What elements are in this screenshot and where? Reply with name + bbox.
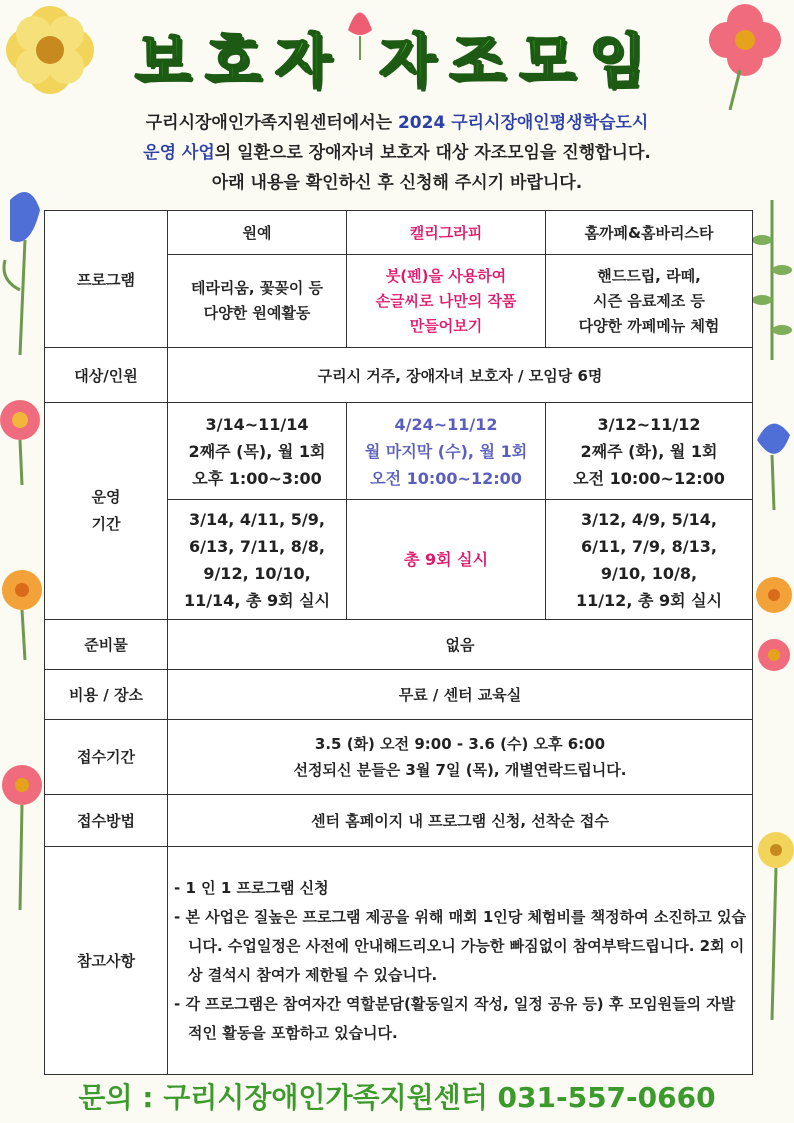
dates-line: 9/12, 10/10,	[203, 563, 311, 583]
dates-gardening	[168, 500, 347, 620]
note-item: - 각 프로그램은 참여자간 역할분담(활동일지 작성, 일정 공유 등) 후 모임원들의 자발적인 활동을 포함하고 있습니다.	[174, 994, 736, 1042]
schedule-line: 오전 10:00~12:00	[573, 468, 725, 488]
flower-decoration-left-lower	[0, 560, 50, 660]
dates-line: 6/11, 7/9, 8/13,	[581, 536, 717, 556]
schedule-line: 3/12~11/12	[597, 414, 701, 434]
flower-decoration-left-bottom	[0, 760, 48, 910]
period-label	[45, 403, 168, 620]
desc-line: 다양한 원예활동	[203, 304, 311, 322]
flower-decoration-right-lower	[752, 570, 794, 700]
dates-line: 3/12, 4/9, 5/14,	[581, 509, 717, 529]
supplies-value: 없음	[168, 620, 753, 670]
program-desc-gardening	[168, 255, 347, 348]
cost-value: 무료 / 센터 교육실	[168, 670, 753, 720]
dates-calligraphy: 총 9회 실시	[347, 500, 546, 620]
notes-label: 참고사항	[45, 847, 168, 1075]
method-label: 접수방법	[45, 795, 168, 847]
reception-label: 접수기간	[45, 720, 168, 795]
schedule-calligraphy	[347, 403, 546, 500]
schedule-line: 2째주 (목), 월 1회	[188, 441, 326, 461]
desc-line: 다양한 까페메뉴 체험	[578, 316, 720, 335]
reception-line2: 선정되신 분들은 3월 7일 (목), 개별연락드립니다.	[293, 761, 627, 779]
schedule-line: 오전 10:00~12:00	[370, 468, 522, 488]
schedule-gardening	[168, 403, 347, 500]
flower-decoration-left-middle	[0, 395, 50, 485]
reception-line1: 3.5 (화) 오전 9:00 - 3.6 (수) 오후 6:00	[314, 735, 606, 753]
schedule-cafe	[546, 403, 753, 500]
target-value: 구리시 거주, 장애자녀 보호자 / 모임당 6명	[168, 348, 753, 403]
intro-line1-prefix: 구리시장애인가족지원센터에서는	[145, 113, 398, 133]
schedule-line: 월 마지막 (수), 월 1회	[364, 441, 528, 461]
program-header-calligraphy: 캘리그라피	[347, 211, 546, 255]
reception-value	[168, 720, 753, 795]
intro-line3: 아래 내용을 확인하신 후 신청해 주시기 바랍니다.	[211, 173, 583, 193]
period-label-line: 운영	[91, 488, 121, 506]
dates-line: 11/14, 총 9회 실시	[183, 590, 331, 610]
desc-line: 시즌 음료제조 등	[593, 291, 705, 310]
target-label: 대상/인원	[45, 348, 168, 403]
dates-line: 11/12, 총 9회 실시	[575, 590, 723, 610]
schedule-line: 3/14~11/14	[205, 414, 309, 434]
table-row	[45, 348, 753, 403]
flower-decoration-right-bottom	[752, 820, 794, 1020]
desc-line: 만들어보기	[409, 316, 483, 335]
dates-line: 3/14, 4/11, 5/9,	[189, 509, 325, 529]
info-table	[44, 210, 753, 1075]
table-row	[45, 795, 753, 847]
schedule-line: 4/24~11/12	[394, 414, 498, 434]
contact-footer: 문의 : 구리시장애인가족지원센터 031-557-0660	[78, 1081, 716, 1114]
supplies-label: 준비물	[45, 620, 168, 670]
table-row	[45, 620, 753, 670]
cost-label: 비용 / 장소	[45, 670, 168, 720]
schedule-line: 2째주 (화), 월 1회	[580, 441, 718, 461]
table-row	[45, 720, 753, 795]
program-label: 프로그램	[45, 211, 168, 348]
desc-line: 핸드드립, 라떼,	[597, 266, 701, 285]
table-row	[45, 403, 753, 500]
intro-line2-highlight: 운영 사업	[143, 143, 215, 163]
program-header-cafe: 홈까페&홈바리스타	[546, 211, 753, 255]
program-desc-calligraphy	[347, 255, 546, 348]
table-row	[45, 211, 753, 255]
method-value: 센터 홈페이지 내 프로그램 신청, 선착순 접수	[168, 795, 753, 847]
note-item: - 1 인 1 프로그램 신청	[174, 878, 329, 897]
dates-cafe	[546, 500, 753, 620]
intro-text	[30, 108, 764, 198]
program-desc-cafe	[546, 255, 753, 348]
bluebell-decoration-right	[752, 410, 794, 510]
table-row	[45, 670, 753, 720]
table-row	[45, 847, 753, 1075]
intro-line2-rest: 의 일환으로 장애자녀 보호자 대상 자조모임을 진행합니다.	[214, 143, 651, 163]
desc-line: 손글씨로 나만의 작품	[375, 291, 517, 310]
period-label-line: 기간	[91, 515, 121, 533]
dates-line: 6/13, 7/11, 8/8,	[189, 536, 325, 556]
notes-value	[168, 847, 753, 1075]
page-title: 보호자 자조모임	[134, 27, 660, 95]
leaf-decoration-right	[752, 200, 794, 360]
desc-line: 테라리움, 꽃꽂이 등	[190, 279, 324, 297]
program-header-gardening: 원예	[168, 211, 347, 255]
desc-line: 붓(펜)을 사용하여	[385, 266, 507, 285]
note-item: - 본 사업은 질높은 프로그램 제공을 위해 매회 1인당 체험비를 책정하여 소진하고 있습니다. 수업일정은 사전에 안내해드리오니 가능한 빠짐없이 참여부탁드립니다. 2회 이상 결석시 참여가 제한될 수 있습니다.	[174, 907, 746, 984]
intro-line1-highlight: 2024 구리시장애인평생학습도시	[397, 113, 649, 133]
dates-line: 9/10, 10/8,	[600, 563, 698, 583]
schedule-line: 오후 1:00~3:00	[192, 468, 322, 488]
